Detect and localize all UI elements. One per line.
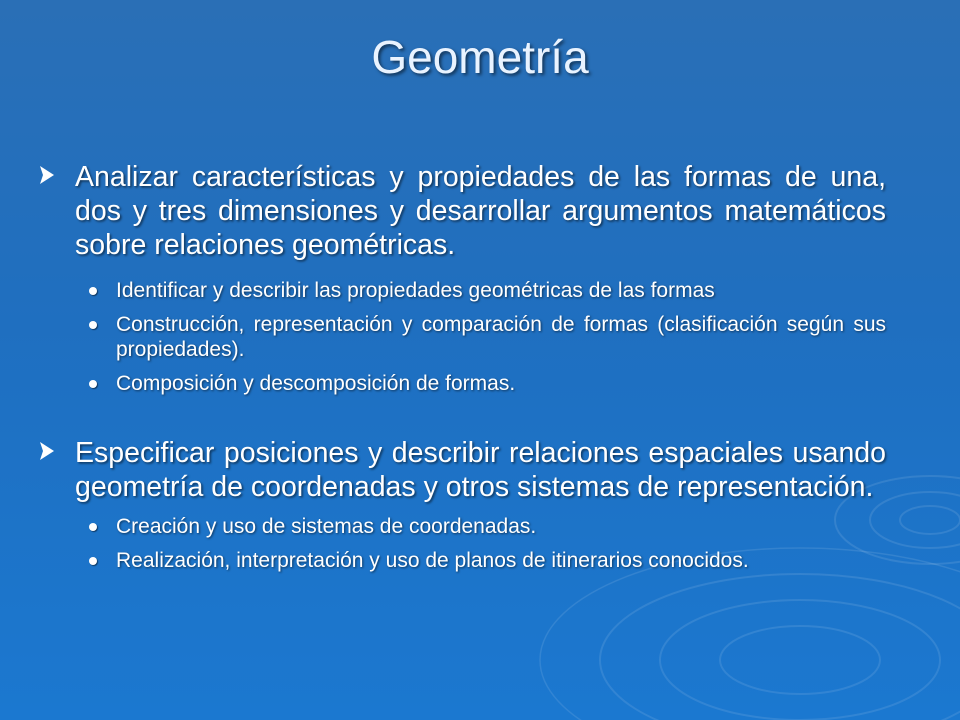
bullet-sub-1-3: [116, 371, 886, 396]
bullet-sub-1-1: [116, 278, 886, 303]
bullet-sub-1-3-text: Composición y descomposición de formas.: [116, 372, 516, 395]
bullet-sub-2-1: [116, 514, 886, 539]
slide-body: [58, 160, 886, 573]
bullet-sub-2-2-text: Realización, interpretación y uso de planos de itinerarios conocidos.: [116, 549, 749, 572]
bullet-sub-2-1-text: Creación y uso de sistemas de coordenadas.: [116, 515, 537, 538]
slide-title: Geometría: [371, 31, 589, 83]
dot-icon: [89, 287, 97, 295]
bullet-sub-1-2: [116, 312, 886, 362]
dot-icon: [89, 523, 97, 531]
arrowhead-icon: [40, 166, 54, 184]
bullet-main-2: [58, 436, 886, 504]
bullet-main-2-text: Especificar posiciones y describir relaciones espaciales usando geometría de coordenadas y otros sistemas de representación.: [75, 437, 886, 503]
bullet-sub-1-1-text: Identificar y describir las propiedades geométricas de las formas: [116, 279, 715, 302]
bullet-sub-2-2: [116, 548, 886, 573]
bullet-sub-1-2-text: Construcción, representación y comparación de formas (clasificación según sus propiedades).: [116, 313, 886, 361]
dot-icon: [89, 557, 97, 565]
bullet-main-1: [58, 160, 886, 262]
bullet-main-1-text: Analizar características y propiedades de las formas de una, dos y tres dimensiones y desarrollar argumentos matemáticos sobre relaciones geométricas.: [75, 161, 886, 261]
dot-icon: [89, 380, 97, 388]
arrowhead-icon: [40, 442, 54, 460]
dot-icon: [89, 321, 97, 329]
